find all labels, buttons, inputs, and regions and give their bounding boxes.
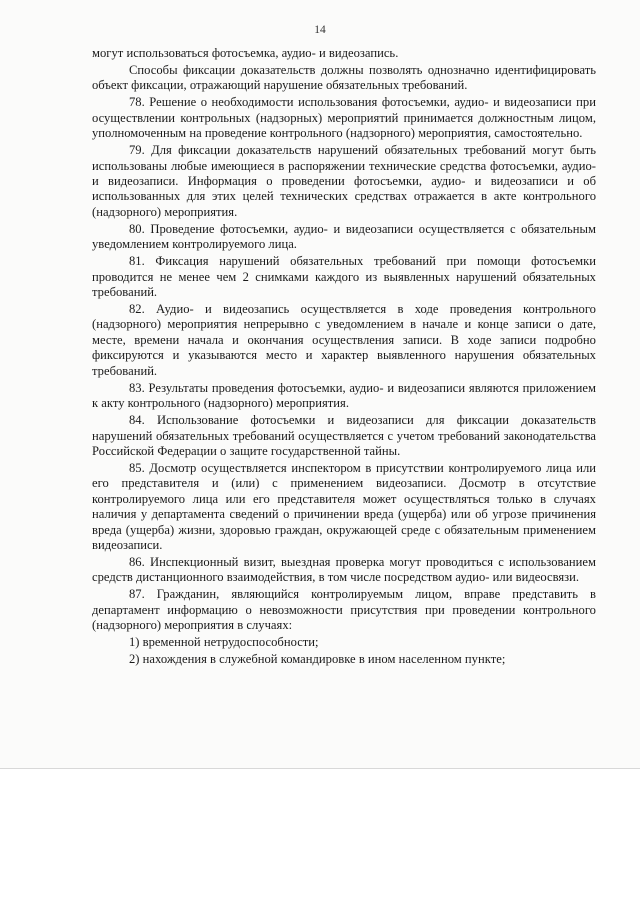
paragraph-82: 82. Аудио- и видеозапись осуществляется в ходе проведения контрольного (надзорного) мероприятия непрерывно с уведомлением в начале и конце записи о дате, месте, времени начала и окончания осуществления записи. В ходе записи подробно фиксируются и указываются место и характер выявленного нарушения обязательных требований.: [92, 302, 596, 378]
list-item-2: 2) нахождения в служебной командировке в ином населенном пункте;: [129, 651, 506, 666]
paragraph-85: 85. Досмотр осуществляется инспектором в присутствии контролируемого лица или его представителя и (или) с применением видеозаписи. Досмотр в отсутствие контролируемого лица или его представителя может осуществляться только в случаях наличия у департамента сведений о причинении вреда (ущерба) или об угрозе причинения вреда (ущерба) жизни, здоровью граждан, окружающей среде с обязательным применением видеозаписи.: [92, 460, 596, 552]
document-body: [92, 46, 596, 668]
paragraph-87: 87. Гражданин, являющийся контролируемым лицом, вправе представить в департамент информацию о невозможности присутствия при проведении контрольного (надзорного) мероприятия в случаях:: [92, 587, 596, 633]
paragraph-83: 83. Результаты проведения фотосъемки, аудио- и видеозаписи являются приложением к акту контрольного (надзорного) мероприятия.: [92, 380, 596, 411]
page-number: 14: [314, 24, 326, 36]
paragraph-continuation: могут использоваться фотосъемка, аудио- и видеозапись.: [92, 46, 399, 60]
paragraph-81: 81. Фиксация нарушений обязательных требований при помощи фотосъемки проводится не менее чем 2 снимками каждого из выявленных нарушений обязательных требований.: [92, 254, 596, 300]
paragraph-79: 79. Для фиксации доказательств нарушений обязательных требований могут быть использованы любые имеющиеся в распоряжении технические средства фотосъемки, аудио- и видеозаписи. Информация о проведении фотосъемки, аудио- и видеозаписи и об использованных для этих целей технических средствах отражается в акте контрольного (надзорного) мероприятия.: [92, 143, 596, 219]
list-item-1: 1) временной нетрудоспособности;: [129, 635, 319, 650]
paragraph-84: 84. Использование фотосъемки и видеозаписи для фиксации доказательств нарушений обязательных требований осуществляется с учетом требований законодательства Российской Федерации о защите государственной тайны.: [92, 413, 596, 458]
paragraph-80: 80. Проведение фотосъемки, аудио- и видеозаписи осуществляется с обязательным уведомлением контролируемого лица.: [92, 221, 596, 252]
paragraph-86: 86. Инспекционный визит, выездная проверка могут проводиться с использованием средств дистанционного взаимодействия, в том числе посредством аудио- или видеосвязи.: [92, 554, 596, 585]
paragraph-78: 78. Решение о необходимости использования фотосъемки, аудио- и видеозаписи при осуществлении контрольных (надзорных) мероприятий принимается должностным лицом, уполномоченным на проведение контрольного (надзорного) мероприятия, самостоятельно.: [92, 95, 596, 141]
paragraph-evidence-methods: Способы фиксации доказательств должны позволять однозначно идентифицировать объект фиксации, отражающий нарушение обязательных требований.: [92, 63, 596, 93]
